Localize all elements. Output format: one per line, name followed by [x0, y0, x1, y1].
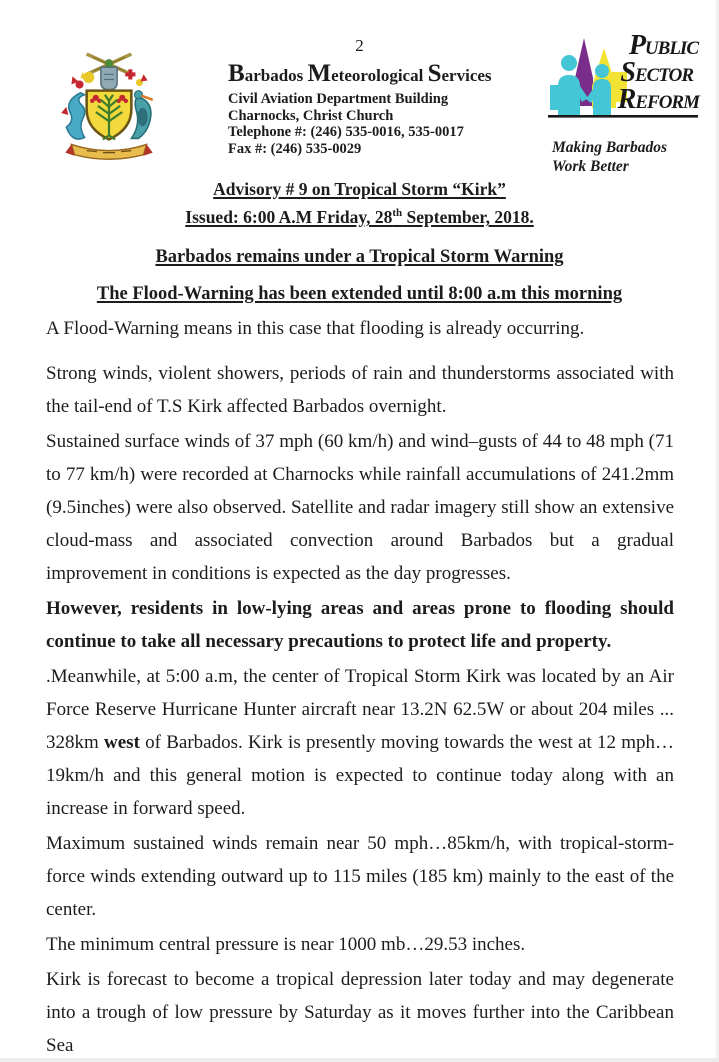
- advisory-title-block: [0, 178, 719, 306]
- paragraph-overnight-weather: Strong winds, violent showers, periods of rain and thunderstorms associated with the tail-end of T.S Kirk affected Barbados overnight.: [46, 363, 674, 417]
- org-address-line2: Charnocks, Christ Church: [228, 107, 394, 124]
- psr-tagline: [552, 138, 667, 176]
- org-name-text: ervices: [441, 66, 492, 85]
- public-sector-reform-logo: [546, 28, 702, 136]
- bold-west: west: [104, 732, 140, 753]
- psr-word-reform: REFORM: [617, 84, 699, 115]
- storm-warning-headline: Barbados remains under a Tropical Storm Warning: [155, 246, 564, 267]
- paragraph-forecast: Kirk is forecast to become a tropical depression later today and may degenerate into a trough of low pressure by Saturday as it moves further into the Caribbean Sea: [46, 969, 674, 1056]
- advisory-body: [46, 312, 674, 1062]
- paragraph-flood-meaning: A Flood-Warning means in this case that flooding is already occurring.: [46, 318, 585, 339]
- org-address-line1: Civil Aviation Department Building: [228, 91, 449, 107]
- page-number: 2: [355, 36, 364, 55]
- org-name-text: arbados: [244, 66, 308, 85]
- psr-word-sector: SECTOR: [620, 57, 693, 88]
- coat-of-arms-icon: [58, 50, 160, 174]
- paragraph-central-pressure: The minimum central pressure is near 1000 mb…29.53 inches.: [46, 934, 526, 955]
- psr-logo-icon: [546, 28, 702, 136]
- barbados-coat-of-arms-logo: [58, 50, 160, 174]
- org-name: [228, 60, 508, 88]
- page-bottom-edge: [0, 1058, 719, 1062]
- org-name-initial: M: [307, 60, 332, 87]
- paragraph-observations: Sustained surface winds of 37 mph (60 km/h) and wind–gusts of 44 to 48 mph (71 to 77 km/h) were recorded at Charnocks while rainfall accumulations of 241.2mm (9.5inches) were also observed. Satellite and radar imagery still show an extensive cloud-mass and associated convection around Barbados but a gradual improvement in conditions is expected as the day progresses.: [46, 431, 674, 584]
- psr-word-public: PUBLIC: [628, 30, 698, 61]
- paragraph-storm-position: .Meanwhile, at 5:00 a.m, the center of Tropical Storm Kirk was located by an Air Force Reserve Hurricane Hunter aircraft near 13.2N 62.5W or about 204 miles ... 328km west of Barbados. Kirk is presently moving towards the west at 12 mph…19km/h and this general motion is expected to continue today along with an increase in forward speed.: [46, 666, 675, 819]
- flood-warning-headline: The Flood-Warning has been extended until 8:00 a.m this morning: [96, 283, 623, 304]
- advisory-title: Advisory # 9 on Tropical Storm “Kirk”: [213, 179, 506, 199]
- paragraph-precautions: However, residents in low-lying areas and areas prone to flooding should continue to take all necessary precautions to protect life and property.: [46, 598, 674, 652]
- advisory-issued-line: Issued: 6:00 A.M Friday, 28th September, 2018.: [185, 206, 534, 227]
- paragraph-max-winds: Maximum sustained winds remain near 50 mph…85km/h, with tropical-storm-force winds extending outward up to 115 miles (185 km) mainly to the east of the center.: [46, 833, 674, 920]
- org-name-initial: S: [427, 60, 442, 87]
- psr-tagline-line2: Work Better: [552, 158, 629, 175]
- org-name-text: eteorological: [331, 66, 428, 85]
- org-telephone: Telephone #: (246) 535-0016, 535-0017: [228, 124, 464, 140]
- psr-tagline-line1: Making Barbados: [552, 139, 667, 156]
- org-name-initial: B: [228, 60, 245, 87]
- org-fax: Fax #: (246) 535-0029: [228, 140, 362, 157]
- org-header: [228, 60, 508, 157]
